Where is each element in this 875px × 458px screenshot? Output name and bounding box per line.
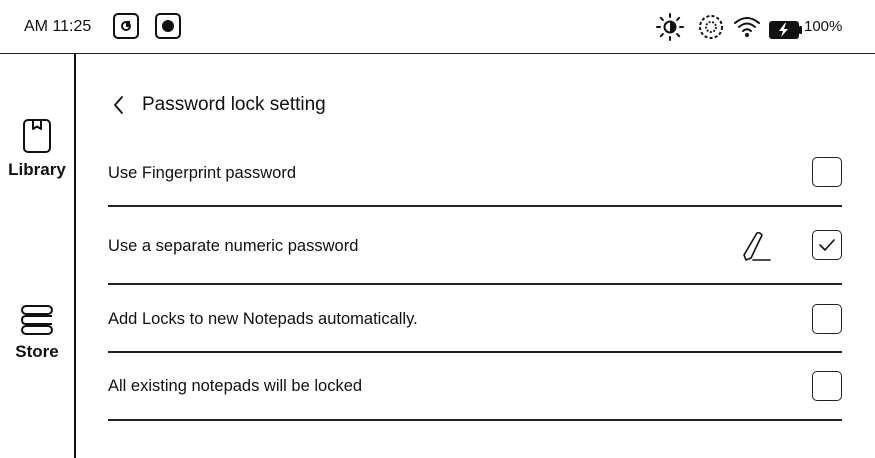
- checkmark-icon: [818, 237, 836, 253]
- sync-icon[interactable]: [696, 12, 726, 42]
- setting-row-auto-lock-notepads[interactable]: [108, 306, 842, 332]
- sidebar-item-library[interactable]: [0, 118, 74, 180]
- status-bar-divider: [0, 53, 875, 54]
- setting-row-numeric-password[interactable]: [108, 233, 842, 259]
- fingerprint-checkbox[interactable]: [812, 157, 842, 187]
- page-title: Password lock setting: [142, 94, 326, 115]
- row-divider: [108, 283, 842, 285]
- row-divider: [108, 205, 842, 207]
- refresh-mode-icon[interactable]: [113, 13, 139, 39]
- sidebar-item-label: Store: [15, 342, 59, 361]
- sidebar-item-label: Library: [8, 160, 66, 179]
- setting-label: Add Locks to new Notepads automatically.: [108, 309, 418, 328]
- brightness-icon[interactable]: [655, 12, 685, 42]
- row-divider: [108, 419, 842, 421]
- lock-existing-checkbox[interactable]: [812, 371, 842, 401]
- setting-label: Use a separate numeric password: [108, 236, 359, 255]
- setting-row-fingerprint[interactable]: [108, 160, 842, 186]
- battery-icon: [768, 15, 804, 45]
- setting-label: Use Fingerprint password: [108, 163, 296, 182]
- wifi-icon[interactable]: [732, 12, 762, 42]
- record-icon[interactable]: [155, 13, 181, 39]
- sidebar-divider: [74, 54, 76, 458]
- status-time: AM 11:25: [24, 18, 92, 35]
- book-icon: [22, 118, 52, 154]
- status-bar: [0, 0, 875, 54]
- setting-row-lock-existing-notepads[interactable]: [108, 373, 842, 399]
- auto-lock-checkbox[interactable]: [812, 304, 842, 334]
- store-stack-icon: [19, 304, 55, 336]
- setting-label: All existing notepads will be locked: [108, 376, 363, 395]
- row-divider: [108, 351, 842, 353]
- battery-percent: 100%: [804, 18, 843, 35]
- back-button[interactable]: [108, 91, 326, 119]
- numeric-password-checkbox[interactable]: [812, 230, 842, 260]
- sidebar-item-store[interactable]: [0, 304, 74, 362]
- edit-pen-icon[interactable]: [740, 229, 774, 263]
- chevron-left-icon[interactable]: [108, 91, 130, 119]
